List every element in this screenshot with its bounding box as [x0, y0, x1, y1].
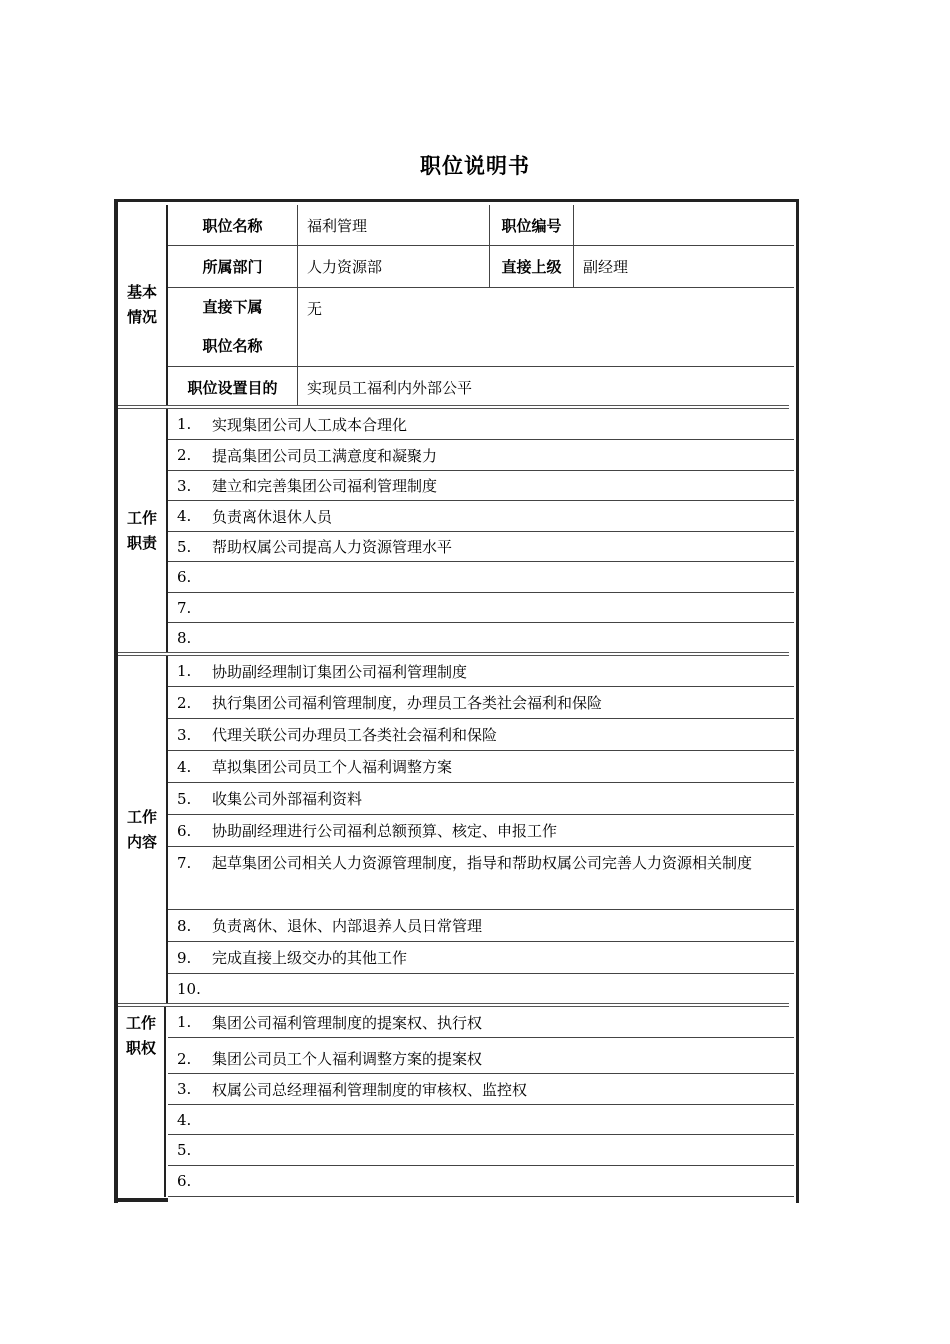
duty-item: [168, 532, 794, 562]
item-number: 2.: [177, 693, 192, 712]
item-number: 10.: [177, 979, 201, 998]
section-label-basic: [118, 205, 168, 405]
section-label-authority: [118, 1007, 166, 1197]
content-item: [168, 847, 794, 910]
authority-item: [168, 1135, 794, 1166]
item-number: 4.: [177, 1110, 192, 1129]
subordinates-value: 无: [298, 288, 794, 367]
item-number: 6.: [177, 568, 192, 586]
content-item: [168, 815, 794, 847]
item-number: 1.: [177, 1013, 192, 1031]
table-bottom-mark: [118, 1198, 168, 1202]
subordinates-label-line-2: 职位名称: [202, 337, 263, 355]
item-number: 5.: [177, 1141, 192, 1159]
supervisor-value: 副经理: [574, 246, 794, 288]
position-name-value: 福利管理: [298, 205, 490, 246]
item-text: 负责离休退休人员: [212, 507, 333, 526]
item-text: 代理关联公司办理员工各类社会福利和保险: [212, 726, 498, 744]
section-label-duties: [118, 409, 168, 653]
supervisor-label: 直接上级: [490, 246, 574, 288]
section-label-text: 工作 职责: [126, 509, 157, 552]
item-text: 收集公司外部福利资料: [212, 790, 363, 808]
authority-item: [168, 1074, 794, 1105]
department-label: 所属部门: [168, 246, 298, 288]
position-code-label: 职位编号: [490, 205, 574, 246]
item-text: 协助副经理制订集团公司福利管理制度: [212, 662, 468, 681]
duty-item: [168, 409, 794, 440]
section-label-content: [118, 656, 168, 1003]
item-text: 权属公司总经理福利管理制度的审核权、监控权: [212, 1080, 528, 1099]
item-number: 3.: [177, 476, 192, 495]
item-text: 起草集团公司相关人力资源管理制度，指导和帮助权属公司完善人力资源相关制度: [212, 854, 753, 872]
content-item: [168, 687, 794, 719]
item-text: 提高集团公司员工满意度和凝聚力: [212, 446, 438, 465]
item-text: 集团公司福利管理制度的提案权、执行权: [212, 1013, 483, 1032]
item-number: 5.: [177, 537, 192, 556]
content-item: [168, 656, 794, 687]
item-text: 集团公司员工个人福利调整方案的提案权: [212, 1050, 483, 1068]
section-content: [118, 656, 794, 1003]
section-label-text: 基本 情况: [126, 283, 157, 326]
item-text: 帮助权属公司提高人力资源管理水平: [212, 538, 453, 556]
authority-item: [168, 1166, 794, 1197]
item-number: 3.: [177, 1080, 192, 1098]
item-number: 4.: [177, 757, 192, 776]
item-number: 2.: [177, 1049, 192, 1068]
duty-item: [168, 440, 794, 471]
section-label-text: 工作 职权: [125, 1014, 156, 1057]
position-code-value: [574, 205, 794, 246]
duty-item: [168, 501, 794, 532]
item-number: 6.: [177, 821, 192, 840]
content-item: [168, 910, 794, 942]
document-title: 职位说明书: [420, 154, 530, 178]
item-number: 6.: [177, 1172, 192, 1190]
content-item: [168, 719, 794, 751]
subordinates-label: [168, 288, 298, 367]
item-number: 4.: [177, 507, 192, 525]
position-name-label: 职位名称: [168, 205, 298, 246]
item-text: 完成直接上级交办的其他工作: [212, 949, 408, 967]
department-value: 人力资源部: [298, 246, 490, 288]
content-item: [168, 942, 794, 974]
section-authority: [118, 1007, 794, 1197]
item-number: 3.: [177, 725, 192, 744]
authority-item: [168, 1007, 794, 1038]
section-label-text: 工作 内容: [126, 807, 157, 851]
item-text: 负责离休、退休、内部退养人员日常管理: [212, 917, 483, 935]
item-text: 执行集团公司福利管理制度，办理员工各类社会福利和保险: [212, 694, 603, 712]
item-number: 7.: [177, 854, 192, 872]
item-text: 协助副经理进行公司福利总额预算、核定、申报工作: [212, 822, 558, 840]
item-number: 2.: [177, 446, 192, 464]
section-duties: [118, 409, 794, 653]
section-basic-info: [118, 205, 794, 405]
item-text: 建立和完善集团公司福利管理制度: [212, 477, 438, 495]
duty-item: [168, 623, 794, 653]
duty-item: [168, 593, 794, 623]
item-number: 7.: [177, 598, 192, 617]
item-number: 8.: [177, 629, 192, 647]
content-item: [168, 783, 794, 815]
content-item: [168, 974, 794, 1003]
purpose-value: 实现员工福利内外部公平: [307, 379, 473, 397]
item-text: 实现集团公司人工成本合理化: [212, 415, 408, 434]
content-item: [168, 751, 794, 783]
duty-item: [168, 562, 794, 593]
item-number: 9.: [177, 948, 192, 967]
item-number: 1.: [177, 662, 192, 680]
duty-item: [168, 471, 794, 501]
item-text: 草拟集团公司员工个人福利调整方案: [212, 758, 453, 776]
subordinates-label-line-1: 直接下属: [202, 298, 263, 316]
authority-item: [168, 1105, 794, 1135]
item-number: 8.: [177, 916, 192, 935]
item-number: 5.: [177, 789, 192, 808]
authority-item: [168, 1038, 794, 1074]
item-number: 1.: [177, 415, 192, 433]
purpose-label: 职位设置目的: [168, 367, 298, 405]
